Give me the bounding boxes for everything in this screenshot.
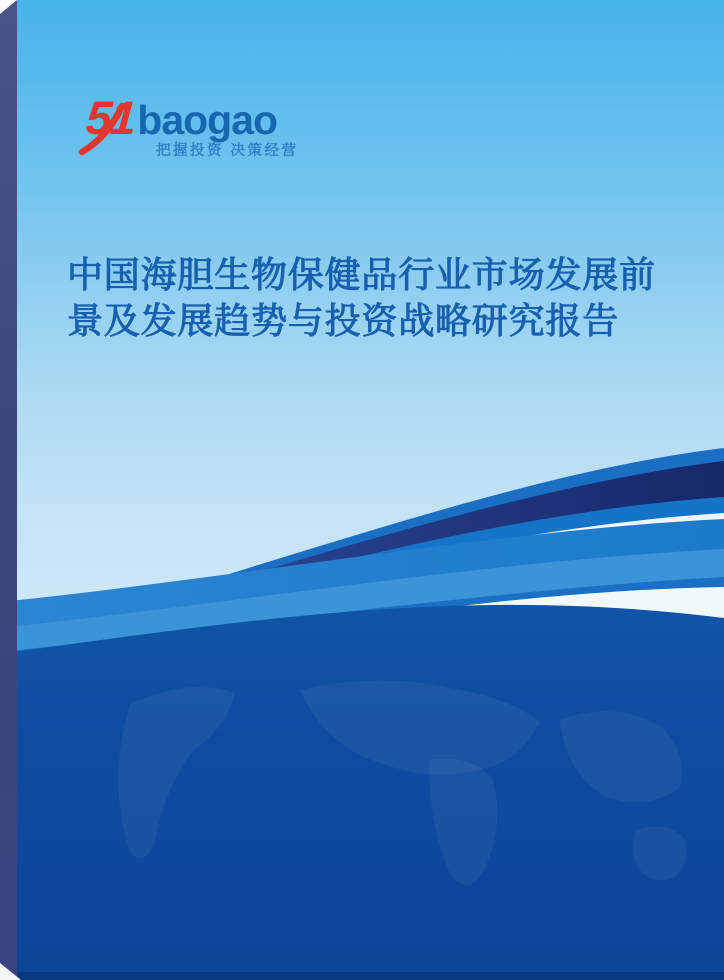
logo-text: baogao <box>137 97 278 143</box>
bottom-edge-shadow <box>0 972 724 980</box>
brand-tagline: 把握投资 决策经营 <box>156 143 299 159</box>
brand-logo <box>84 91 278 144</box>
logo-number: 51 <box>84 91 137 144</box>
report-title-line-2: 景及发展趋势与投资战略研究报告 <box>67 300 620 341</box>
report-title-line-1: 中国海胆生物保健品行业市场发展前 <box>67 254 656 295</box>
report-title <box>67 252 687 344</box>
